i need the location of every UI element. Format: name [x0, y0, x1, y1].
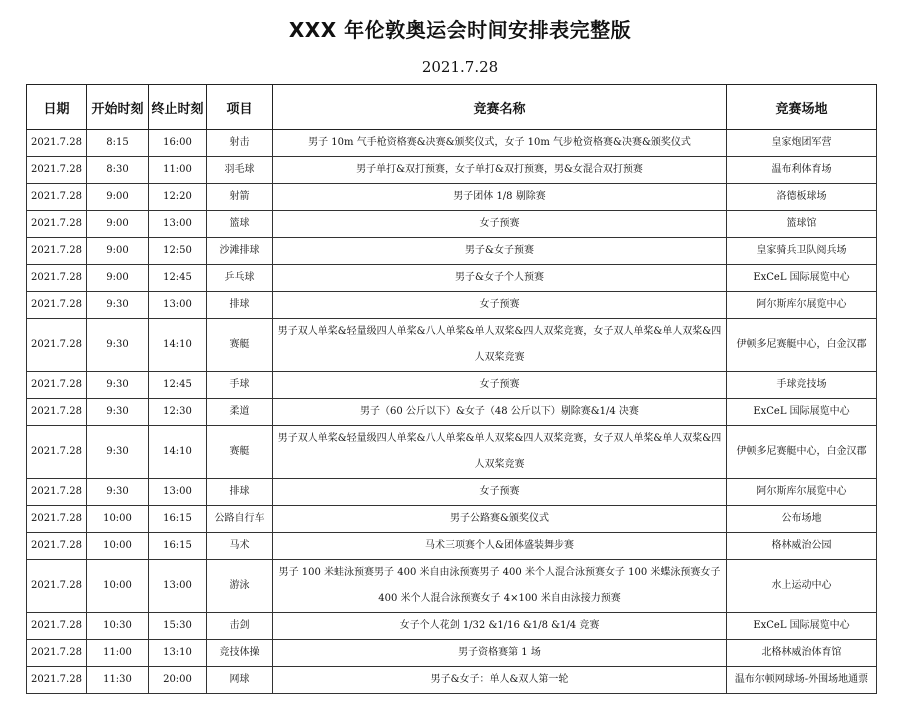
schedule-table	[26, 84, 877, 694]
cell-start-time: 9:30	[87, 319, 149, 372]
cell-start-time: 10:00	[87, 560, 149, 613]
cell-end-time: 16:15	[149, 533, 207, 560]
cell-sport: 射箭	[207, 184, 273, 211]
cell-sport: 公路自行车	[207, 506, 273, 533]
cell-end-time: 13:10	[149, 640, 207, 667]
cell-sport: 羽毛球	[207, 157, 273, 184]
cell-event-name: 女子预赛	[273, 292, 727, 319]
cell-date: 2021.7.28	[27, 533, 87, 560]
cell-date: 2021.7.28	[27, 560, 87, 613]
cell-venue: 伊顿多尼赛艇中心，白金汉郡	[727, 426, 877, 479]
cell-venue: 篮球馆	[727, 211, 877, 238]
page-date: 2021.7.28	[421, 58, 499, 76]
cell-sport: 乒乓球	[207, 265, 273, 292]
cell-start-time: 11:00	[87, 640, 149, 667]
table-row	[27, 238, 877, 265]
cell-start-time: 9:00	[87, 211, 149, 238]
table-row	[27, 479, 877, 506]
header-start-time: 开始时刻	[87, 85, 149, 130]
table-row	[27, 292, 877, 319]
cell-end-time: 16:15	[149, 506, 207, 533]
cell-venue: 格林威治公园	[727, 533, 877, 560]
cell-sport: 篮球	[207, 211, 273, 238]
cell-date: 2021.7.28	[27, 265, 87, 292]
cell-date: 2021.7.28	[27, 399, 87, 426]
header-event-name: 竞赛名称	[273, 85, 727, 130]
cell-start-time: 9:30	[87, 399, 149, 426]
cell-event-name: 男子&女子预赛	[273, 238, 727, 265]
cell-date: 2021.7.28	[27, 211, 87, 238]
cell-event-name: 女子预赛	[273, 479, 727, 506]
cell-end-time: 14:10	[149, 426, 207, 479]
cell-venue: ExCeL 国际展览中心	[727, 613, 877, 640]
table-row	[27, 372, 877, 399]
cell-date: 2021.7.28	[27, 292, 87, 319]
cell-sport: 手球	[207, 372, 273, 399]
cell-venue: 阿尔斯库尔展览中心	[727, 479, 877, 506]
table-row	[27, 533, 877, 560]
cell-event-name: 男子公路赛&颁奖仪式	[273, 506, 727, 533]
cell-event-name: 男子&女子个人预赛	[273, 265, 727, 292]
table-row	[27, 130, 877, 157]
table-row	[27, 211, 877, 238]
cell-sport: 游泳	[207, 560, 273, 613]
cell-start-time: 9:30	[87, 372, 149, 399]
cell-start-time: 9:00	[87, 265, 149, 292]
header-sport: 项目	[207, 85, 273, 130]
cell-event-name: 男子（60 公斤以下）&女子（48 公斤以下）剔除赛&1/4 决赛	[273, 399, 727, 426]
cell-sport: 赛艇	[207, 319, 273, 372]
cell-end-time: 12:20	[149, 184, 207, 211]
cell-start-time: 8:30	[87, 157, 149, 184]
table-row	[27, 667, 877, 694]
cell-event-name: 男子双人单桨&轻量级四人单桨&八人单桨&单人双桨&四人双桨竞赛，女子双人单桨&单人双桨&四人双桨竞赛	[273, 319, 727, 372]
cell-start-time: 9:00	[87, 238, 149, 265]
page-title: XXX 年伦敦奥运会时间安排表完整版	[288, 18, 632, 42]
cell-venue: 伊顿多尼赛艇中心，白金汉郡	[727, 319, 877, 372]
cell-venue: 手球竞技场	[727, 372, 877, 399]
cell-date: 2021.7.28	[27, 426, 87, 479]
cell-date: 2021.7.28	[27, 319, 87, 372]
cell-venue: 皇家炮团军营	[727, 130, 877, 157]
cell-sport: 竞技体操	[207, 640, 273, 667]
table-row	[27, 640, 877, 667]
cell-venue: 北格林威治体育馆	[727, 640, 877, 667]
cell-event-name: 马术三项赛个人&团体盛装舞步赛	[273, 533, 727, 560]
cell-event-name: 女子个人花剑 1/32 &1/16 &1/8 &1/4 竞赛	[273, 613, 727, 640]
table-row	[27, 399, 877, 426]
table-row	[27, 184, 877, 211]
cell-end-time: 16:00	[149, 130, 207, 157]
cell-date: 2021.7.28	[27, 640, 87, 667]
cell-date: 2021.7.28	[27, 184, 87, 211]
cell-end-time: 13:00	[149, 479, 207, 506]
table-row	[27, 265, 877, 292]
cell-start-time: 8:15	[87, 130, 149, 157]
cell-start-time: 9:30	[87, 292, 149, 319]
cell-venue: 温布尔顿网球场-外围场地通票	[727, 667, 877, 694]
cell-venue: 洛德板球场	[727, 184, 877, 211]
cell-date: 2021.7.28	[27, 157, 87, 184]
cell-event-name: 男子&女子：单人&双人第一轮	[273, 667, 727, 694]
cell-event-name: 男子团体 1/8 剔除赛	[273, 184, 727, 211]
cell-start-time: 10:00	[87, 533, 149, 560]
cell-date: 2021.7.28	[27, 238, 87, 265]
cell-event-name: 女子预赛	[273, 211, 727, 238]
header-venue: 竞赛场地	[727, 85, 877, 130]
cell-start-time: 9:00	[87, 184, 149, 211]
header-date: 日期	[27, 85, 87, 130]
cell-sport: 赛艇	[207, 426, 273, 479]
cell-venue: 水上运动中心	[727, 560, 877, 613]
cell-sport: 网球	[207, 667, 273, 694]
cell-start-time: 10:00	[87, 506, 149, 533]
cell-end-time: 11:00	[149, 157, 207, 184]
cell-start-time: 11:30	[87, 667, 149, 694]
cell-sport: 击剑	[207, 613, 273, 640]
cell-end-time: 12:45	[149, 372, 207, 399]
table-row	[27, 319, 877, 372]
cell-venue: 公布场地	[727, 506, 877, 533]
cell-venue: 皇家骑兵卫队阅兵场	[727, 238, 877, 265]
cell-start-time: 9:30	[87, 479, 149, 506]
cell-end-time: 14:10	[149, 319, 207, 372]
cell-date: 2021.7.28	[27, 479, 87, 506]
cell-sport: 排球	[207, 292, 273, 319]
cell-end-time: 12:50	[149, 238, 207, 265]
cell-sport: 射击	[207, 130, 273, 157]
cell-sport: 排球	[207, 479, 273, 506]
cell-venue: 温布利体育场	[727, 157, 877, 184]
cell-date: 2021.7.28	[27, 130, 87, 157]
cell-date: 2021.7.28	[27, 506, 87, 533]
cell-end-time: 13:00	[149, 560, 207, 613]
cell-end-time: 12:30	[149, 399, 207, 426]
cell-venue: ExCeL 国际展览中心	[727, 399, 877, 426]
header-end-time: 终止时刻	[149, 85, 207, 130]
cell-venue: ExCeL 国际展览中心	[727, 265, 877, 292]
cell-end-time: 20:00	[149, 667, 207, 694]
cell-start-time: 9:30	[87, 426, 149, 479]
cell-end-time: 13:00	[149, 211, 207, 238]
schedule-rows	[27, 130, 877, 694]
table-row	[27, 560, 877, 613]
cell-event-name: 男子资格赛第 1 场	[273, 640, 727, 667]
table-row	[27, 613, 877, 640]
cell-date: 2021.7.28	[27, 613, 87, 640]
cell-venue: 阿尔斯库尔展览中心	[727, 292, 877, 319]
table-row	[27, 426, 877, 479]
cell-end-time: 15:30	[149, 613, 207, 640]
cell-end-time: 13:00	[149, 292, 207, 319]
cell-event-name: 男子双人单桨&轻量级四人单桨&八人单桨&单人双桨&四人双桨竞赛，女子双人单桨&单人双桨&四人双桨竞赛	[273, 426, 727, 479]
table-row	[27, 506, 877, 533]
cell-sport: 马术	[207, 533, 273, 560]
cell-event-name: 男子单打&双打预赛，女子单打&双打预赛，男&女混合双打预赛	[273, 157, 727, 184]
cell-event-name: 男子 100 米蛙泳预赛男子 400 米自由泳预赛男子 400 米个人混合泳预赛女子 100 米蝶泳预赛女子 400 米个人混合泳预赛女子 4×100 米自由泳接力预赛	[273, 560, 727, 613]
cell-start-time: 10:30	[87, 613, 149, 640]
cell-event-name: 女子预赛	[273, 372, 727, 399]
cell-event-name: 男子 10m 气手枪资格赛&决赛&颁奖仪式，女子 10m 气步枪资格赛&决赛&颁奖仪式	[273, 130, 727, 157]
cell-end-time: 12:45	[149, 265, 207, 292]
table-row	[27, 157, 877, 184]
table-header-row	[27, 85, 877, 130]
cell-sport: 沙滩排球	[207, 238, 273, 265]
cell-date: 2021.7.28	[27, 667, 87, 694]
cell-sport: 柔道	[207, 399, 273, 426]
cell-date: 2021.7.28	[27, 372, 87, 399]
